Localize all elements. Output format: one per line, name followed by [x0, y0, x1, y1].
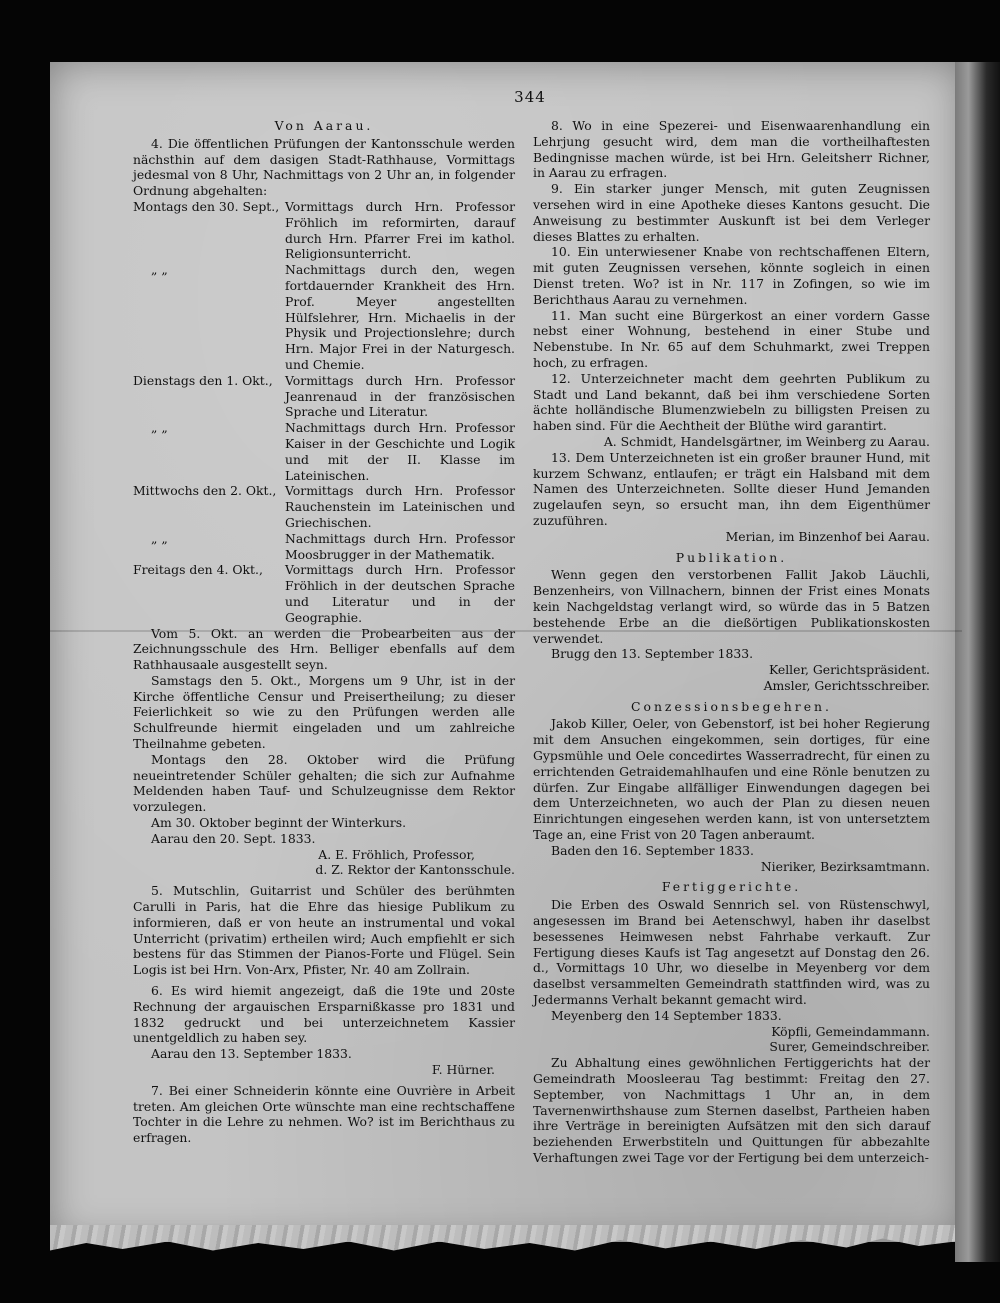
notice-8: 8. Wo in eine Spezerei- und Eisenwaarenhandlung ein Lehrjung gesucht wird, dem man die vortheilhaftesten Bedingnisse machen würde, ist bei Hrn. Geleitsherr Richner, in Aarau zu erfragen.	[533, 118, 930, 181]
fertiggericht-text: Zu Abhaltung eines gewöhnlichen Fertiggerichts hat der Gemeindrath Moosleerau Tag bestimmt: Freitag den 27. September, von Nachmittags 1 Uhr an, in dem Tavernenwirthshause zum Sternen daselbst, Partheien haben ihre Verträge in bereinigten Aufsätzen mit den sich darauf beziehenden Erwerbstiteln und Quittungen für abbezahlte Verhaftungen zwei Tage vor der Fertigung bei dem unterzeich-	[533, 1055, 930, 1165]
notice-5: 5. Mutschlin, Guitarrist und Schüler des berühmten Carulli in Paris, hat die Ehre das hiesige Publikum zu informieren, daß er von heute an instrumental und vokal Unterricht (privatim) ertheilen wird; Auch empfiehlt er sich bestens für das Stimmen der Pianos-Forte und Flügel. Sein Logis ist bei Hrn. Von-Arx, Pfister, Nr. 40 am Zollrain.	[133, 883, 515, 978]
book-binding	[955, 62, 1000, 1262]
section-heading: Publikation.	[675, 549, 788, 565]
notice-date: Aarau den 13. September 1833.	[151, 1046, 352, 1062]
notice-12: 12. Unterzeichneter macht dem geehrten Publikum zu Stadt und Land bekannt, daß bei ihm verschiedene Sorten ächte holländische Blumenzwiebeln zu billigsten Preisen zu haben sind. Für die Aechtheit der Blüthe wird garantirt.	[533, 370, 930, 434]
notice-10: 10. Ein unterwiesener Knabe von rechtschaffenen Eltern, mit guten Zeugnissen versehen, könnte sogleich in einen Dienst treten. Wo? ist in Nr. 117 in Zofingen, so wie im Berichthaus Aarau zu vernehmen.	[533, 244, 930, 307]
signature: Keller, Gerichtspräsident.	[768, 662, 930, 678]
notice-6: 6. Es wird hiemit angezeigt, daß die 19te und 20ste Rechnung der argauischen Ersparnißkasse pro 1831 und 1832 gedruckt und bei unterzeichnetem Kassier unentgeldlich zu haben sey.	[133, 983, 515, 1046]
notice-paragraph: Montags den 28. Oktober wird die Prüfung neueintretender Schüler gehalten; die sich zur Aufnahme Meldenden haben Tauf- und Schulzeugnisse dem Rektor vorzulegen.	[133, 751, 515, 815]
schedule-row	[133, 373, 515, 420]
schedule-row	[133, 483, 515, 530]
concession-text: Jakob Killer, Oeler, von Gebenstorf, ist bei hoher Regierung mit dem Ansuchen eingekommen, sein dortiges, für eine Gypsmühle und Oele concedirtes Wasserradrecht, für einen zu errichtenden Getraidemahlhaufen und eine Rönle benutzen zu dürfen. Zur Eingabe allfälliger Einwendungen dagegen bei dem Unterzeichneten, wo auch der Plan zu diesen neuen Einrichtungen eingesehen werden kann, ist von untersetztem Tage an, eine Frist von 20 Tagen anberaumt.	[533, 716, 930, 843]
section-heading: Fertiggerichte.	[661, 879, 802, 895]
schedule-day: Montags den 30. Sept.,	[133, 198, 280, 214]
schedule-text: Vormittags durch Hrn. Professor Fröhlich im reformirten, darauf durch Hrn. Pfarrer Frei im kathol. Religionsunterricht.	[285, 198, 515, 262]
notice-9: 9. Ein starker junger Mensch, mit guten Zeugnissen versehen wird in eine Apotheke dieses Kantons gesucht. Die Anweisung zu bestimmter Auskunft ist bei dem Verleger dieses Blattes zu erhalten.	[533, 181, 930, 244]
signature: F. Hürner.	[431, 1062, 495, 1078]
right-column	[533, 118, 930, 1166]
notice-4-intro: 4. Die öffentlichen Prüfungen der Kantonsschule werden nächsthin auf dem dasigen Stadt-Rathhause, Vormittags jedesmal von 8 Uhr, Nachmittags von 2 Uhr an, in folgender Ordnung abgehalten:	[133, 135, 515, 199]
signature: A. Schmidt, Handelsgärtner, im Weinberg zu Aarau.	[603, 433, 930, 449]
signature: Nieriker, Bezirksamtmann.	[760, 858, 930, 874]
signature: Surer, Gemeindschreiber.	[769, 1039, 930, 1055]
signature: Merian, im Binzenhof bei Aarau.	[725, 528, 930, 544]
publication-text: Wenn gegen den verstorbenen Fallit Jakob Läuchli, Benzenheirs, von Villnachern, binnen der Frist eines Monats kein Nachgeldstag verlangt wird, so würde das in 5 Batzen bestehende Erbe an die dießörtigen Publikationskosten verwendet.	[533, 567, 930, 646]
schedule-day: Mittwochs den 2. Okt.,	[133, 483, 277, 499]
schedule-row	[133, 262, 515, 373]
schedule-day: „ „	[151, 530, 168, 546]
left-column	[133, 118, 515, 1146]
schedule-text: Vormittags durch Hrn. Professor Rauchenstein im Lateinischen und Griechischen.	[285, 483, 515, 530]
notice-paragraph: Vom 5. Okt. an werden die Probearbeiten aus der Zeichnungsschule des Hrn. Belliger ebenfalls auf dem Rathhausaale ausgestellt seyn.	[133, 625, 515, 673]
signature: A. E. Fröhlich, Professor,	[318, 846, 475, 862]
section-heading: Von Aarau.	[274, 118, 374, 133]
fertiggericht-text: Die Erben des Oswald Sennrich sel. von Rüstenschwyl, angesessen im Brand bei Aetenschwyl, haben ihr daselbst besessenes Heimwesen nebst Fahrhabe verkauft. Zur Fertigung dieses Kaufs ist Tag angesetzt auf Donstag den 26. d., Vormittags 10 Uhr, wo dieselbe in Meyenberg vor dem daselbst versammelten Gemeindrath stattfinden wird, was zu Jedermanns Verhalt bekannt gemacht wird.	[533, 897, 930, 1008]
signature: Amsler, Gerichtsschreiber.	[763, 677, 930, 693]
schedule-text: Vormittags durch Hrn. Professor Fröhlich in der deutschen Sprache und Literatur und in der Geographie.	[285, 562, 515, 625]
schedule-text: Nachmittags durch Hrn. Professor Kaiser in der Geschichte und Logik und mit der II. Klasse im Lateinischen.	[285, 420, 515, 483]
page-number: 344	[514, 88, 546, 106]
schedule-row	[133, 562, 515, 625]
notice-7: 7. Bei einer Schneiderin könnte eine Ouvrière in Arbeit treten. Am gleichen Orte wünschte man eine rechtschaffene Tochter in die Lehre zu nehmen. Wo? ist im Berichthaus zu erfragen.	[133, 1082, 515, 1146]
schedule-day: „ „	[151, 262, 168, 278]
notice-date: Meyenberg den 14 September 1833.	[551, 1007, 782, 1023]
schedule-day: Dienstags den 1. Okt.,	[133, 372, 273, 388]
schedule-text: Vormittags durch Hrn. Professor Jeanrenaud in der französischen Sprache und Literatur.	[285, 372, 515, 420]
schedule-day: „ „	[151, 420, 168, 436]
notice-13: 13. Dem Unterzeichneten ist ein großer brauner Hund, mit kurzem Schwanz, entlaufen; er trägt ein Halsband mit dem Namen des Unterzeichneten. Sollte dieser Hund Jemanden zugelaufen seyn, so ersucht man, ihn dem Eigenthümer zuzuführen.	[533, 449, 930, 528]
schedule-row	[133, 420, 515, 483]
schedule-text: Nachmittags durch Hrn. Professor Moosbrugger in der Mathematik.	[285, 530, 515, 562]
notice-paragraph: Samstags den 5. Okt., Morgens um 9 Uhr, ist in der Kirche öffentliche Censur und Preisertheilung; zu dieser Feierlichkeit so wie zu den Prüfungen werden alle Schulfreunde hiermit eingeladen und um zahlreiche Theilnahme gebeten.	[133, 672, 515, 752]
notice-paragraph: Am 30. Oktober beginnt der Winterkurs.	[151, 815, 407, 831]
section-heading: Conzessionsbegehren.	[631, 698, 832, 714]
schedule-text: Nachmittags durch den, wegen fortdauernder Krankheit des Hrn. Prof. Meyer angestellten Hülfslehrer, Hrn. Michaelis in der Physik und Projectionslehre; durch Hrn. Major Frei in der Naturgesch. und Chemie.	[285, 262, 515, 372]
schedule-row	[133, 199, 515, 262]
schedule-day: Freitags den 4. Okt.,	[133, 562, 263, 578]
schedule-row	[133, 531, 515, 563]
notice-11: 11. Man sucht eine Bürgerkost an einer vordern Gasse nebst einer Wohnung, bestehend in einer Stube und Nebenstube. In Nr. 65 auf dem Schuhmarkt, zwei Treppen hoch, zu erfragen.	[533, 307, 930, 370]
signature: Köpfli, Gemeindammann.	[771, 1023, 930, 1039]
signature: d. Z. Rektor der Kantonsschule.	[315, 862, 515, 878]
notice-date: Baden den 16. September 1833.	[551, 842, 754, 858]
notice-date: Brugg den 13. September 1833.	[551, 646, 754, 662]
torn-page-edge	[50, 1225, 955, 1255]
exam-schedule	[133, 199, 515, 626]
notice-date: Aarau den 20. Sept. 1833.	[151, 830, 316, 846]
